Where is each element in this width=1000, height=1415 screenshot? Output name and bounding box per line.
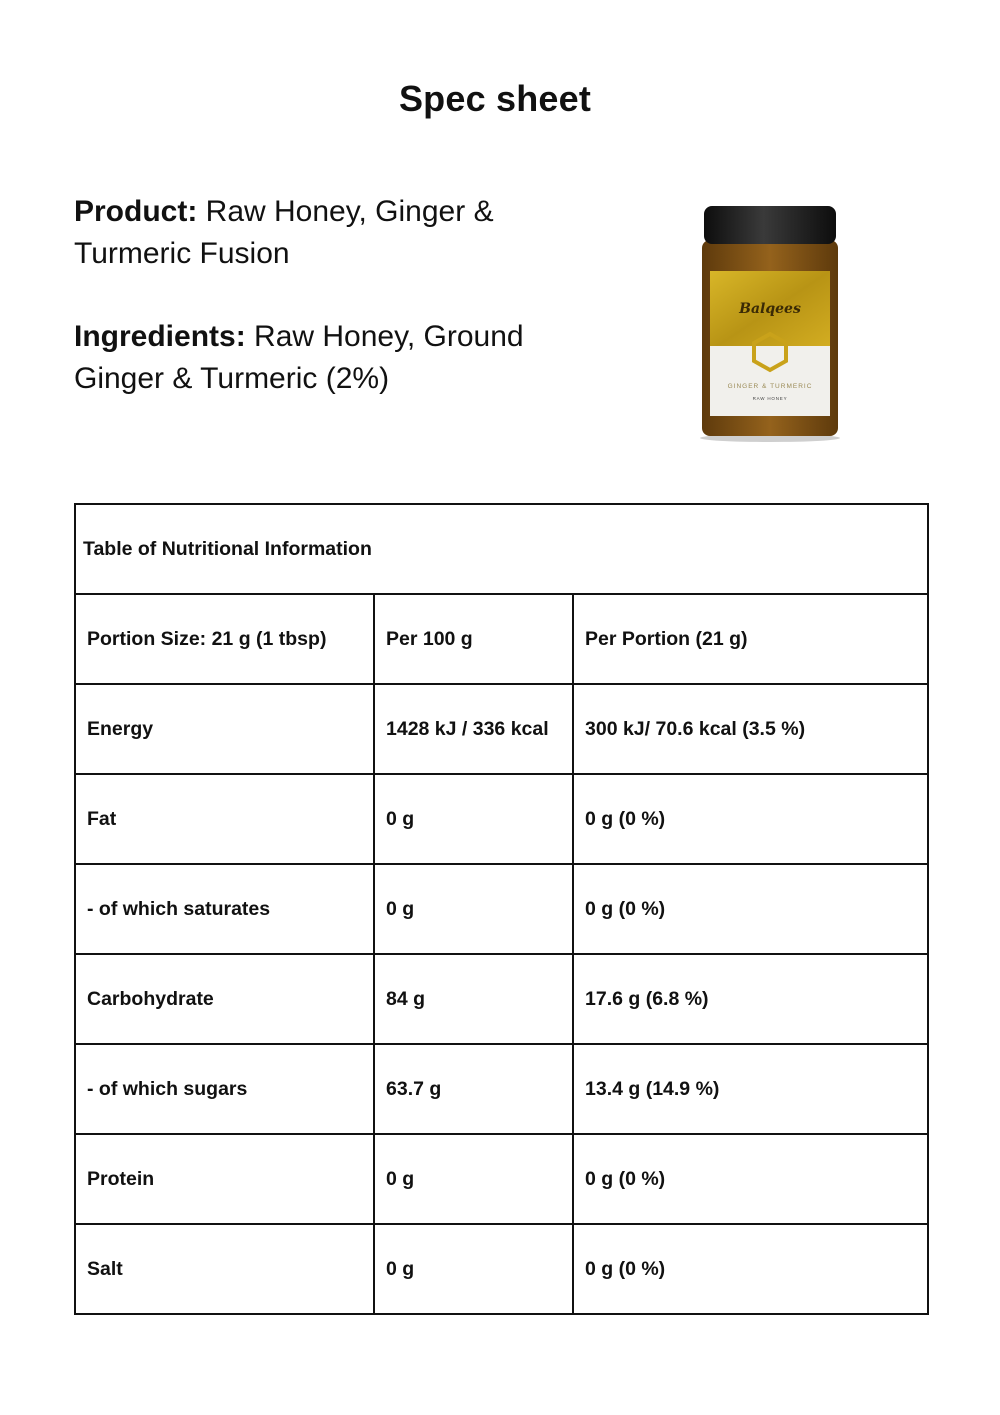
ingredients-label: Ingredients:: [74, 320, 246, 353]
product-value: Raw Honey, Ginger &: [205, 195, 494, 228]
jar-label-white: [710, 346, 830, 416]
per-100g-value: 0 g: [374, 1134, 573, 1224]
table-row-salt: [75, 1224, 928, 1314]
table-heading: Table of Nutritional Information: [75, 504, 928, 594]
table-row-protein: [75, 1134, 928, 1224]
per-portion-value: 0 g (0 %): [573, 1134, 928, 1224]
per-portion-value: 0 g (0 %): [573, 774, 928, 864]
ingredients-info: [74, 316, 594, 400]
table-row-energy: [75, 684, 928, 774]
table-row-fat: [75, 774, 928, 864]
nutrient-name: - of which saturates: [75, 864, 374, 954]
honey-jar-image: [690, 196, 850, 446]
jar-variant: GINGER & TURMERIC: [727, 383, 813, 390]
nutrition-table: [74, 503, 929, 1315]
jar-subtitle: RAW HONEY: [752, 396, 788, 401]
per-portion-value: 13.4 g (14.9 %): [573, 1044, 928, 1134]
column-header: Portion Size: 21 g (1 tbsp): [75, 594, 374, 684]
per-100g-value: 1428 kJ / 336 kcal: [374, 684, 573, 774]
product-value-line2: Turmeric Fusion: [74, 237, 290, 270]
nutrient-name: Energy: [75, 684, 374, 774]
per-100g-value: 63.7 g: [374, 1044, 573, 1134]
column-header: Per Portion (21 g): [573, 594, 928, 684]
table-row-carbohydrate: [75, 954, 928, 1044]
nutrient-name: Protein: [75, 1134, 374, 1224]
product-label: Product:: [74, 195, 198, 228]
nutrient-name: Fat: [75, 774, 374, 864]
per-portion-value: 17.6 g (6.8 %): [573, 954, 928, 1044]
per-100g-value: 0 g: [374, 864, 573, 954]
jar-brand: Balqees: [739, 301, 801, 317]
per-portion-value: 300 kJ/ 70.6 kcal (3.5 %): [573, 684, 928, 774]
nutrient-name: Carbohydrate: [75, 954, 374, 1044]
ingredients-value-line2: Ginger & Turmeric (2%): [74, 362, 390, 395]
page-title: Spec sheet: [398, 78, 592, 119]
table-row-saturates: [75, 864, 928, 954]
nutrient-name: Salt: [75, 1224, 374, 1314]
per-portion-value: 0 g (0 %): [573, 864, 928, 954]
nutrient-name: - of which sugars: [75, 1044, 374, 1134]
per-100g-value: 84 g: [374, 954, 573, 1044]
per-100g-value: 0 g: [374, 1224, 573, 1314]
table-row-sugars: [75, 1044, 928, 1134]
per-100g-value: 0 g: [374, 774, 573, 864]
product-info: [74, 191, 594, 275]
per-portion-value: 0 g (0 %): [573, 1224, 928, 1314]
column-header: Per 100 g: [374, 594, 573, 684]
jar-lid: [704, 206, 836, 244]
table-header-row: [75, 594, 928, 684]
ingredients-value: Raw Honey, Ground: [254, 320, 524, 353]
